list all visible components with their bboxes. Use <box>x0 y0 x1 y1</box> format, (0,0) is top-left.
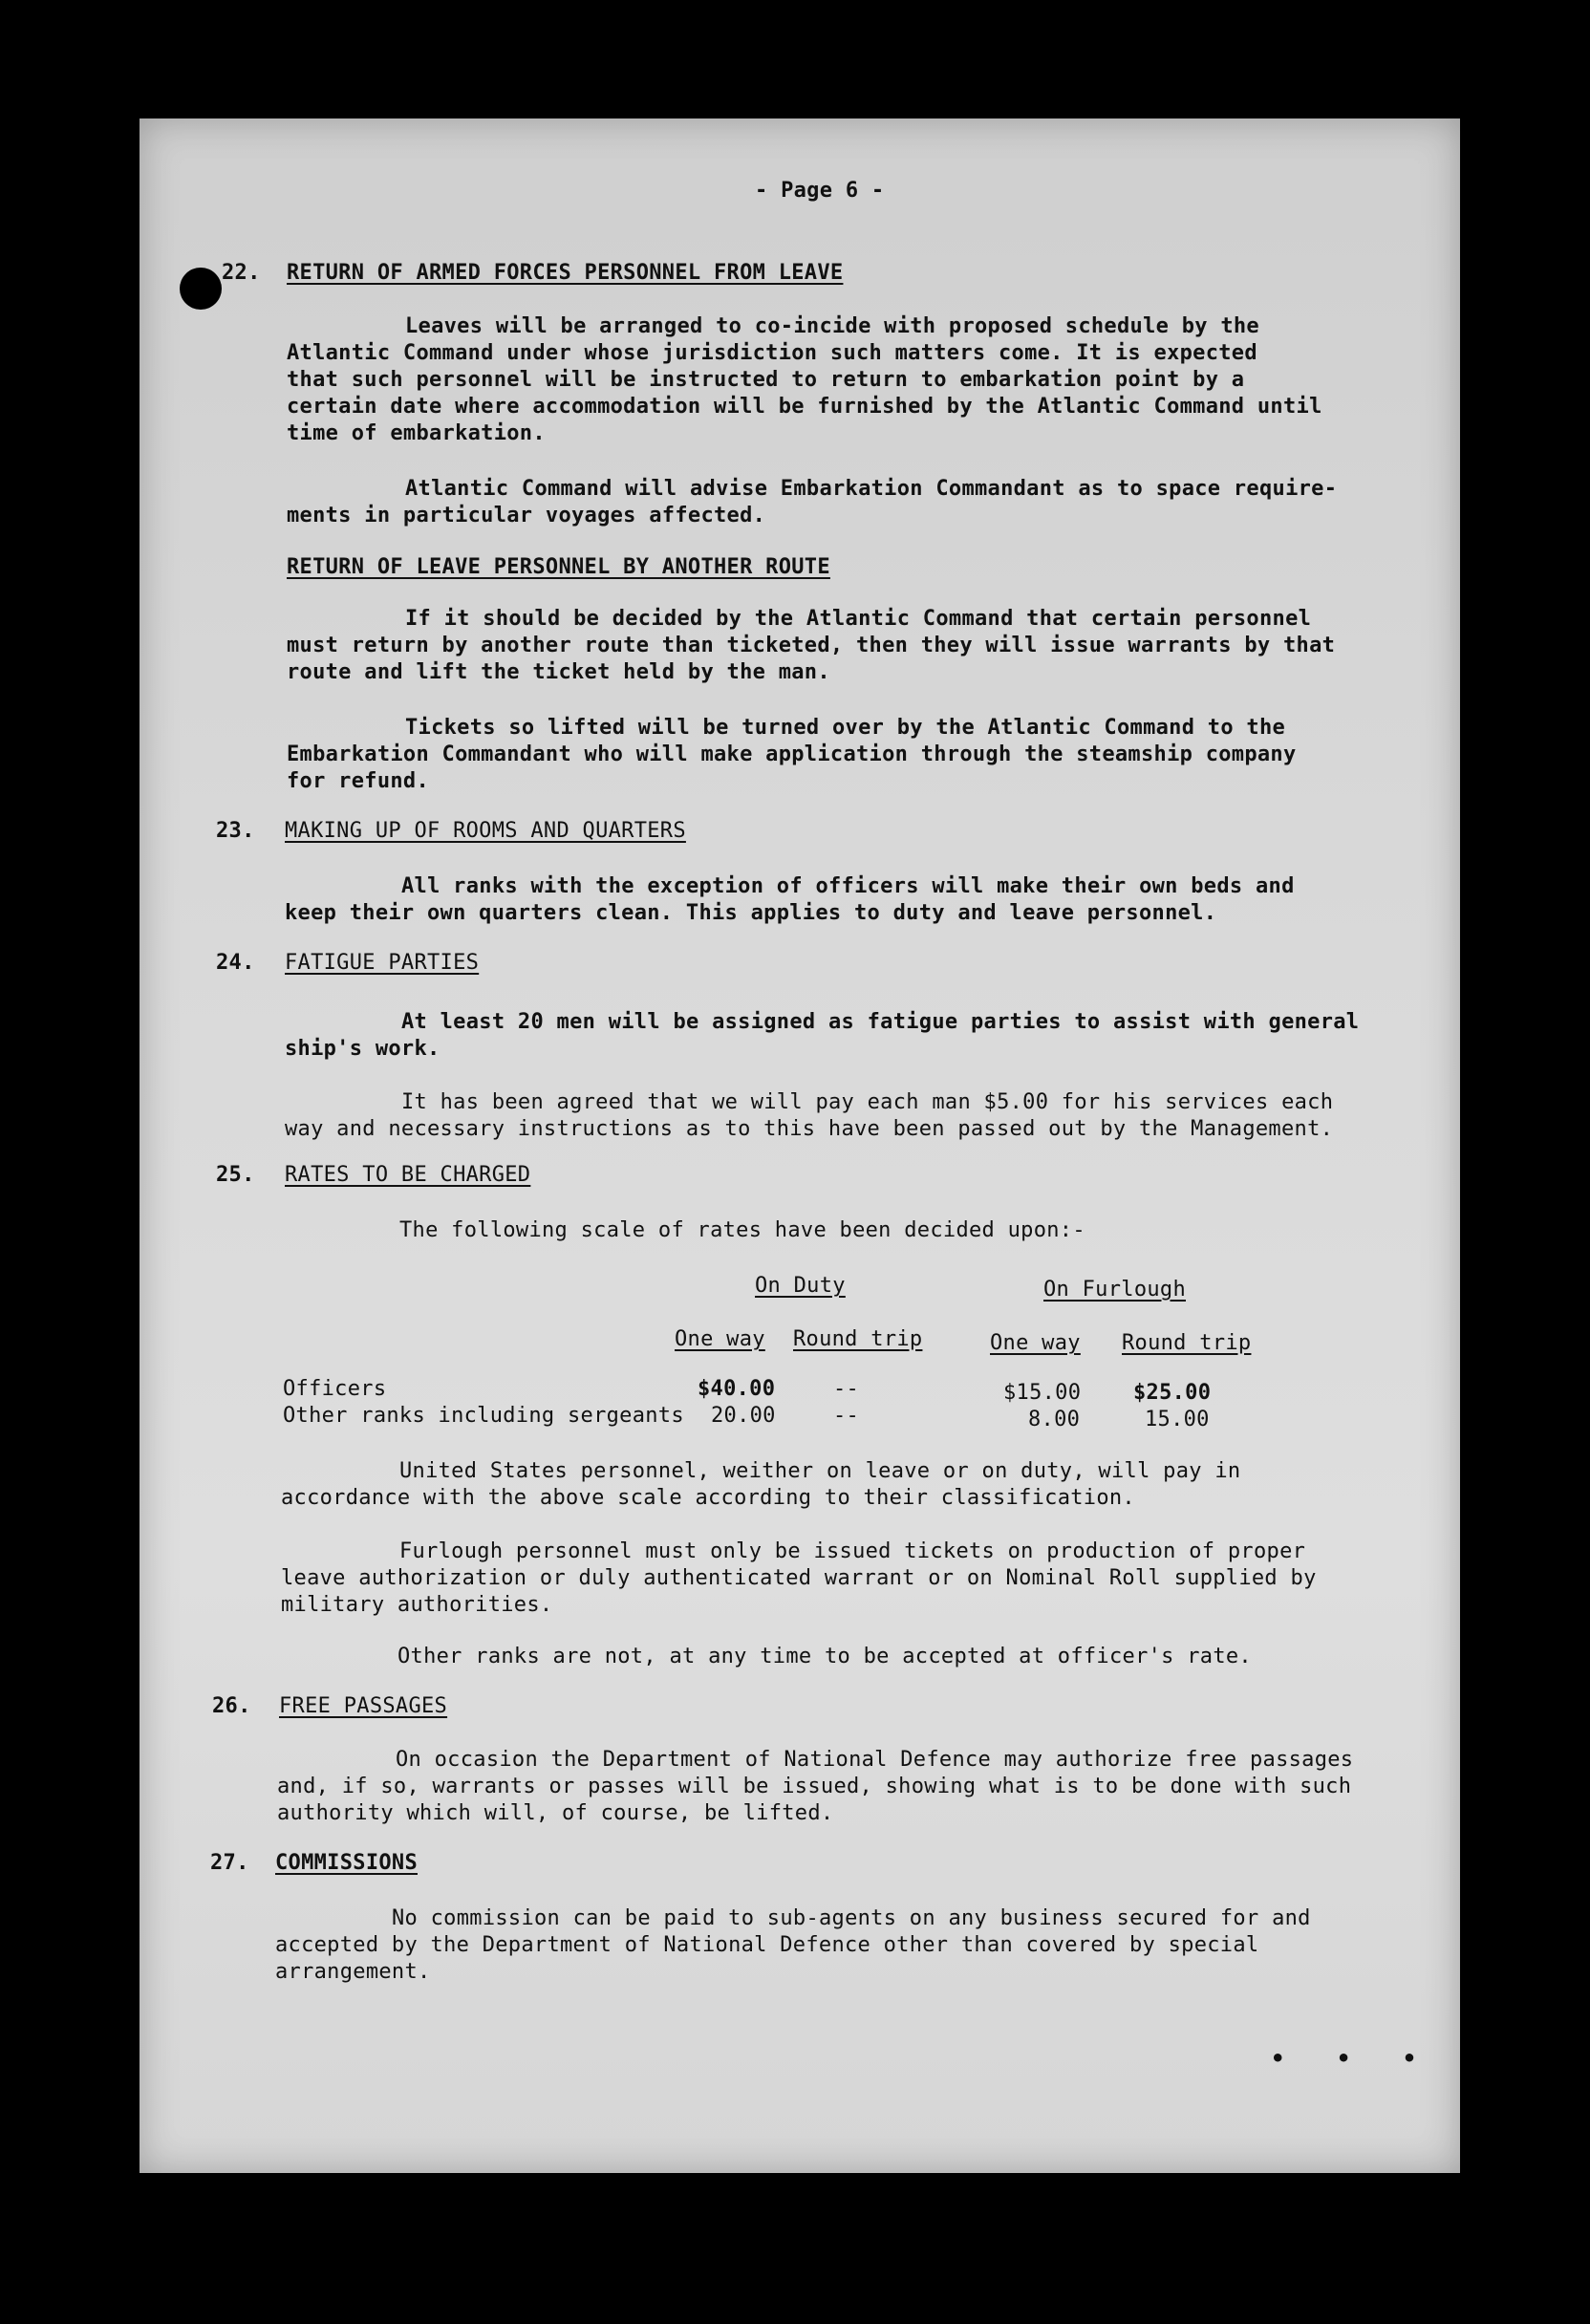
section-26-p1-line3: authority which will, of course, be lifted. <box>277 1801 834 1825</box>
table-col-furl-oneway: One way <box>990 1331 1081 1355</box>
section-26-number: 26. <box>212 1694 251 1718</box>
section-26-p1-line1: On occasion the Department of National Defence may authorize free passages <box>396 1748 1354 1772</box>
section-25-p3-line1: Furlough personnel must only be issued tickets on production of proper <box>399 1539 1306 1563</box>
continuation-marks: • • • <box>1271 2045 1436 2072</box>
section-25-p3-line3: military authorities. <box>281 1593 553 1617</box>
table-group-on-duty: On Duty <box>755 1274 846 1298</box>
section-24-p1-line1: At least 20 men will be assigned as fatigue parties to assist with general <box>401 1010 1360 1034</box>
section-22-p3-line1: If it should be decided by the Atlantic Command that certain personnel <box>405 607 1312 631</box>
section-22-p3-line2: must return by another route than ticketed, then they will issue warrants by that <box>287 634 1336 657</box>
section-24-p2-line1: It has been agreed that we will pay each man $5.00 for his services each <box>401 1090 1334 1114</box>
section-26-p1-line2: and, if so, warrants or passes will be issued, showing what is to be done with such <box>277 1775 1352 1798</box>
table-cell-furl-oneway: $15.00 <box>1003 1381 1082 1405</box>
table-cell-duty-round: -- <box>833 1404 860 1428</box>
section-25-p2-line2: accordance with the above scale according to their classification. <box>281 1486 1135 1510</box>
section-25-p2-line1: United States personnel, weither on leave or on duty, will pay in <box>399 1459 1241 1483</box>
section-25-intro: The following scale of rates have been decided upon:- <box>399 1218 1085 1242</box>
section-22-p1-line2: Atlantic Command under whose jurisdiction such matters come. It is expected <box>287 341 1257 365</box>
section-22-number: 22. <box>222 261 261 285</box>
section-22-subheading: RETURN OF LEAVE PERSONNEL BY ANOTHER ROUTE <box>287 555 830 579</box>
section-23-p1-line1: All ranks with the exception of officers will make their own beds and <box>401 874 1295 898</box>
section-22-p2-line2: ments in particular voyages affected. <box>287 504 766 527</box>
section-25-p3-line2: leave authorization or duly authenticated warrant or on Nominal Roll supplied by <box>281 1566 1317 1590</box>
table-col-duty-oneway: One way <box>675 1327 765 1351</box>
table-row-label: Officers <box>283 1377 387 1401</box>
table-cell-furl-oneway: 8.00 <box>1028 1408 1081 1431</box>
section-22-p4-line1: Tickets so lifted will be turned over by the Atlantic Command to the <box>405 716 1286 740</box>
table-col-duty-round: Round trip <box>793 1327 923 1351</box>
table-cell-furl-round: $25.00 <box>1133 1381 1212 1405</box>
table-cell-duty-oneway: 20.00 <box>711 1404 776 1428</box>
section-22-p1-line1: Leaves will be arranged to co-incide with proposed schedule by the <box>405 314 1259 338</box>
section-22-p1-line5: time of embarkation. <box>287 421 546 445</box>
section-22-p3-line3: route and lift the ticket held by the man. <box>287 660 830 684</box>
section-24-p2-line2: way and necessary instructions as to this have been passed out by the Management. <box>285 1117 1334 1141</box>
section-26-heading: FREE PASSAGES <box>279 1694 448 1718</box>
section-22-p2-line1: Atlantic Command will advise Embarkation Commandant as to space require- <box>405 477 1338 501</box>
section-25-heading: RATES TO BE CHARGED <box>285 1163 531 1187</box>
section-27-number: 27. <box>210 1851 249 1875</box>
section-22-p1-line3: that such personnel will be instructed to return to embarkation point by a <box>287 368 1245 392</box>
section-23-number: 23. <box>216 819 255 843</box>
table-cell-duty-round: -- <box>833 1377 860 1401</box>
table-col-furl-round: Round trip <box>1122 1331 1252 1355</box>
section-23-p1-line2: keep their own quarters clean. This applies to duty and leave personnel. <box>285 901 1217 925</box>
section-22-heading: RETURN OF ARMED FORCES PERSONNEL FROM LEAVE <box>287 261 844 285</box>
section-22-p4-line3: for refund. <box>287 769 429 793</box>
section-25-number: 25. <box>216 1163 255 1187</box>
table-row-label: Other ranks including sergeants <box>283 1404 684 1428</box>
punch-hole <box>180 268 222 310</box>
section-27-p1-line1: No commission can be paid to sub-agents on any business secured for and <box>392 1906 1311 1930</box>
section-24-heading: FATIGUE PARTIES <box>285 951 480 975</box>
table-cell-furl-round: 15.00 <box>1145 1408 1210 1431</box>
page-number: - Page 6 - <box>755 179 885 203</box>
table-cell-duty-oneway: $40.00 <box>698 1377 776 1401</box>
section-24-p1-line2: ship's work. <box>285 1037 440 1061</box>
table-group-on-furlough: On Furlough <box>1043 1278 1186 1302</box>
section-22-p4-line2: Embarkation Commandant who will make application through the steamship company <box>287 742 1297 766</box>
section-22-p1-line4: certain date where accommodation will be furnished by the Atlantic Command until <box>287 395 1322 419</box>
section-23-heading: MAKING UP OF ROOMS AND QUARTERS <box>285 819 686 843</box>
section-24-number: 24. <box>216 951 255 975</box>
section-25-p4-line1: Other ranks are not, at any time to be accepted at officer's rate. <box>398 1645 1252 1668</box>
section-27-heading: COMMISSIONS <box>275 1851 418 1875</box>
section-27-p1-line2: accepted by the Department of National Defence other than covered by special <box>275 1933 1259 1957</box>
section-27-p1-line3: arrangement. <box>275 1960 431 1984</box>
